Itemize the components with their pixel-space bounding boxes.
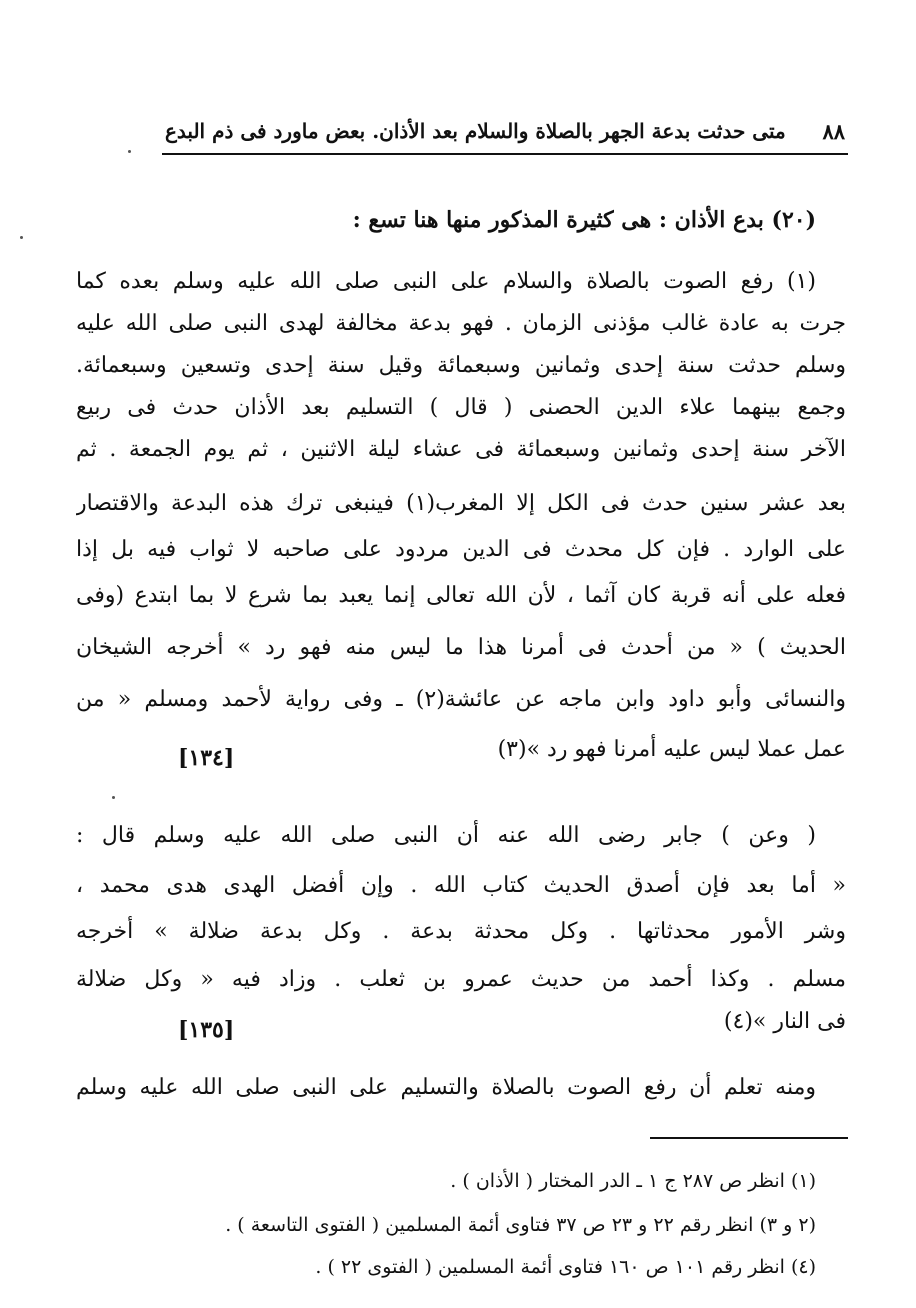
text-line: الآخر سنة إحدى وثمانين وسبعمائة فى عشاء ليلة الاثنين ، ثم يوم الجمعة . ثم [76,437,846,462]
text-line: وشر الأمور محدثاتها . وكل محدثة بدعة . وكل بدعة ضلالة » أخرجه [76,919,846,944]
running-head [165,112,845,150]
scan-speck [112,796,115,799]
text-line: مسلم . وكذا أحمد من حديث عمرو بن ثعلب . وزاد فيه « وكل ضلالة [76,967,846,992]
text-line: فعله على أنه قربة كان آثما ، لأن الله تعالى إنما يعبد بما شرع لا بما ابتدع (وفى [76,583,846,608]
text-line: فى النار »(٤) [723,1009,846,1034]
text-line: ومنه تعلم أن رفع الصوت بالصلاة والتسليم على النبى صلى الله عليه وسلم [76,1075,816,1100]
text-line: وسلم حدثت سنة إحدى وثمانين وسبعمائة وقيل سنة إحدى وتسعين وسبعمائة. [76,353,846,378]
footnote-2: (٢ و ٣) انظر رقم ٢٢ و ٢٣ ص ٣٧ فتاوى أئمة المسلمين ( الفتوى التاسعة ) . [225,1214,816,1236]
footnote-1: (١) انظر ص ٢٨٧ ج ١ ـ الدر المختار ( الأذان ) . [450,1170,816,1192]
footnote-3: (٤) انظر رقم ١٠١ ص ١٦٠ فتاوى أئمة المسلمين ( الفتوى ٢٢ ) . [315,1256,816,1278]
text-line: (١) رفع الصوت بالصلاة والسلام على النبى صلى الله عليه وسلم بعده كما [76,269,816,294]
section-heading: (٢٠) بدع الأذان : هى كثيرة المذكور منها هنا تسع : [352,207,816,233]
running-title: متى حدثت بدعة الجهر بالصلاة والسلام بعد الأذان. بعض ماورد فى ذم البدع [165,119,786,143]
footnote-rule [650,1137,848,1139]
hadith-number-134: [١٣٤] [178,745,235,771]
hadith-number-135: [١٣٥] [178,1017,235,1043]
text-line: « أما بعد فإن أصدق الحديث كتاب الله . وإن أفضل الهدى هدى محمد ، [76,873,846,898]
text-line: عمل عملا ليس عليه أمرنا فهو رد »(٣) [497,737,846,762]
header-rule [162,153,848,155]
text-line: والنسائى وأبو داود وابن ماجه عن عائشة(٢) ـ وفى رواية لأحمد ومسلم « من [76,687,846,712]
text-line: على الوارد . فإن كل محدث فى الدين مردود على صاحبه لا ثواب فيه بل إذا [76,537,846,562]
text-line: ( وعن ) جابر رضى الله عنه أن النبى صلى الله عليه وسلم قال : [76,823,816,848]
text-line: بعد عشر سنين حدث فى الكل إلا المغرب(١) فينبغى ترك هذه البدعة والاقتصار [76,491,846,516]
text-line: جرت به عادة غالب مؤذنى الزمان . فهو بدعة مخالفة لهدى النبى صلى الله عليه [76,311,846,336]
scan-speck [128,150,131,153]
page-number: ٨٨ [822,118,845,144]
text-line: الحديث ) « من أحدث فى أمرنا هذا ما ليس منه فهو رد » أخرجه الشيخان [76,635,846,660]
scan-speck [20,236,23,239]
text-line: وجمع بينهما علاء الدين الحصنى ( قال ) التسليم بعد الأذان حدث فى ربيع [76,395,846,420]
